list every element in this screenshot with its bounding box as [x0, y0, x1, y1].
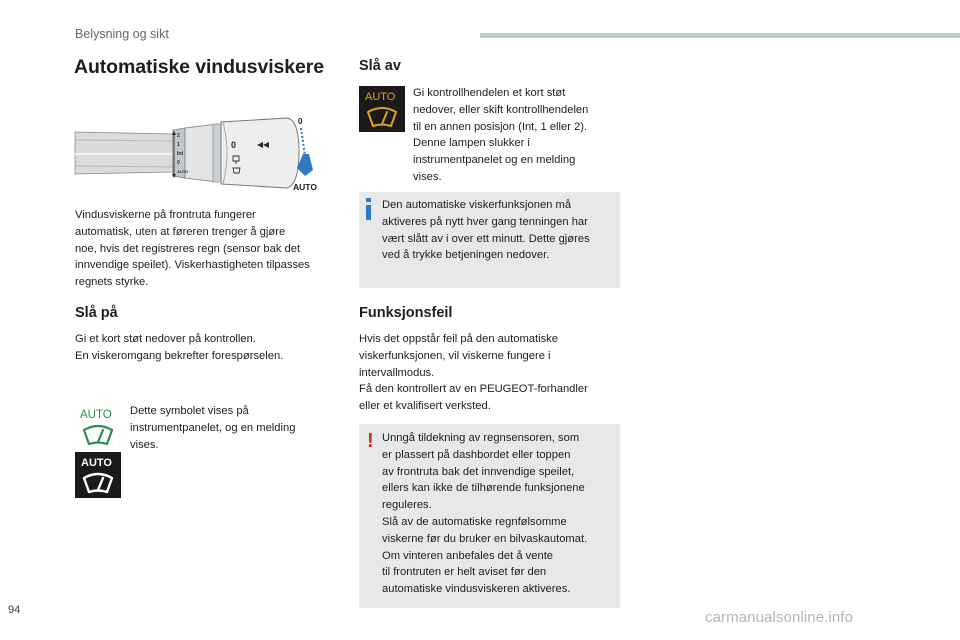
- auto-wiper-green-label: AUTO: [80, 409, 112, 421]
- watermark: carmanualsonline.info: [705, 609, 854, 626]
- slaa-paa-text: Gi et kort støt nedover på kontrollen. En viskeromgang bekrefter forespørselen.: [75, 333, 284, 362]
- position-auto-label: AUTO: [293, 182, 317, 192]
- heading-slaa-paa: Slå på: [75, 305, 118, 321]
- auto-wiper-off-icon: [359, 86, 405, 132]
- lever-position-0: 0: [177, 160, 180, 166]
- intro-paragraph: Vindusviskerne på frontruta fungerer automatisk, uten at føreren trenger å gjøre noe, hvis det registreres regn (sensor bak det innvendige speilet). Viskerhastigheten tilpasses regnets styrke.: [75, 209, 310, 289]
- auto-wiper-green-icon: [78, 406, 122, 448]
- auto-wiper-off-label: AUTO: [365, 91, 396, 103]
- slaa-av-text: Gi kontrollhendelen et kort støt nedover, eller skift kontrollhendelen til en annen posisjon (Int, 1 eller 2). Denne lampen slukker i instrumentpanelet og en melding vises.: [413, 87, 589, 183]
- position-zero-label: 0: [298, 117, 303, 126]
- lever-position-1: 1: [177, 142, 180, 148]
- header-bar: [480, 33, 960, 38]
- auto-wiper-display-icon: [75, 452, 121, 498]
- section-label: Belysning og sikt: [75, 27, 169, 41]
- lever-position-2: 2: [177, 133, 180, 139]
- symbol-description: Dette symbolet vises på instrumentpanelet, og en melding vises.: [130, 405, 296, 451]
- warning-exclamation-icon: !: [367, 430, 374, 452]
- head-zero-label: 0: [231, 140, 237, 150]
- wiper-stalk-illustration: [73, 110, 323, 195]
- lever-position-auto: AUTO: [177, 169, 189, 174]
- heading-slaa-av: Slå av: [359, 58, 401, 74]
- info-marker-icon: [366, 198, 371, 220]
- auto-wiper-display-label: AUTO: [81, 457, 112, 469]
- info-note-text: Den automatiske viskerfunksjonen må aktiveres på nytt hver gang tenningen har vært slått av i over ett minutt. Dette gjøres ved å trykke betjeningen nedover.: [382, 199, 590, 262]
- lever-position-int: Int: [177, 151, 184, 157]
- page-title: Automatiske vindusviskere: [74, 56, 325, 78]
- page-number: 94: [8, 604, 21, 616]
- funksjonsfeil-text: Hvis det oppstår feil på den automatiske viskerfunksjonen, vil viskerne fungere i intervallmodus. Få den kontrollert av en PEUGEOT-forhandler eller et kvalifisert verksted.: [359, 333, 588, 413]
- heading-funksjonsfeil: Funksjonsfeil: [359, 305, 453, 321]
- warning-note-text: Unngå tildekning av regnsensoren, som er plassert på dashbordet eller toppen av frontruta bak det innvendige speilet, ellers kan ikke de tilhørende funksjonene reguleres. Slå av de automatiske regnfølsomme viskerne før du bruker en bilvaskautomat. Om vinteren anbefales det å vente til frontruten er helt aviset før den automatiske vindusviskeren aktiveres.: [382, 432, 588, 596]
